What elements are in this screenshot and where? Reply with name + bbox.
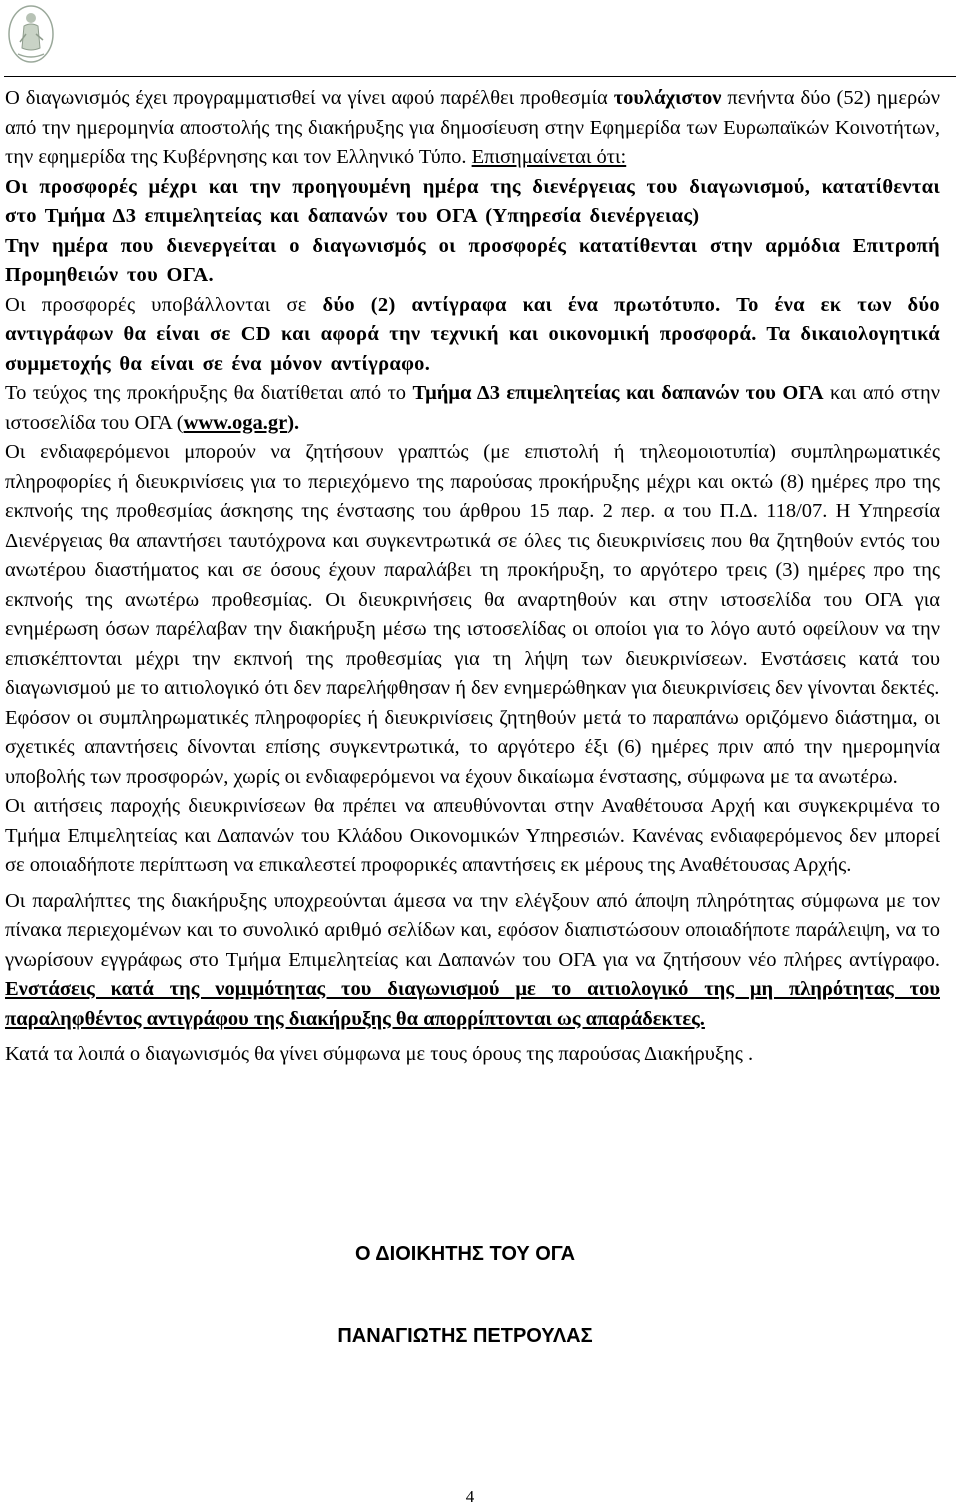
paragraph-schedule: Ο διαγωνισμός έχει προγραμματισθεί να γίνει αφού παρέλθει προθεσμία τουλάχιστον πενήντα δύο (52) ημερών από την ημερομηνία αποστολής της διακήρυξης για δημοσίευση στην Εφημερίδα των Ευρωπαϊκών Κοινοτήτων, την εφημερίδα της Κυβέρνησης και τον Ελληνικό Τύπο. Επισημαίνεται ότι:: [5, 87, 940, 168]
paragraph-clarifications: Οι ενδιαφερόμενοι μπορούν να ζητήσουν γραπτώς (με επιστολή ή τηλεομοιοτυπία) συμπληρωματικές πληροφορίες ή διευκρινίσεις για το περιεχόμενο της παρούσας προκήρυξης μέχρι και οκτώ (8) ημέρες προ της εκπνοής της προθεσμίας άσκησης της ένστασης του άρθρου 15 παρ. 2 περ. α του Π.Δ. 118/07. Η Υπηρεσία Διενέργειας θα απαντήσει ταυτόχρονα και συγκεντρωτικά σε όλες τις διευκρινίσεις που θα ζητηθούν εντός του ανωτέρου διαστήματος και σε όσους έχουν παραλάβει τη προκήρυξη, το αργότερο τρεις (3) ημέρες προ της εκπνοής της ανωτέρω προθεσμίας. Οι διευκρινήσεις θα αναρτηθούν και στην ιστοσελίδα του ΟΓΑ για ενημέρωση όσων παρέλαβαν την διακήρυξη μέσω της ιστοσελίδας οι οποίοι για το λόγο αυτό οφείλουν να την επισκέπτονται μέχρι την εκπνοή της προθεσμίας για τη λήψη των διευκρινίσεων. Ενστάσεις κατά του διαγωνισμού με το αιτιολογικό ότι δεν παρελήφθησαν ή δεν ενημερώθηκαν για διευκρινίσεις δεν γίνονται δεκτές.: [5, 441, 940, 699]
paragraph-submission-before: Οι προσφορές μέχρι και την προηγουμένη ημέρα της διενέργειας του διαγωνισμού, κατατίθενται στο Τμήμα Δ3 επιμελητείας και δαπανών του ΟΓΑ (Υπηρεσία διενέργειας): [5, 175, 940, 227]
signatory-name: ΠΑΝΑΓΙΩΤΗΣ ΠΕΤΡΟΥΛΑΣ: [337, 1325, 593, 1347]
paragraph-requests: Οι αιτήσεις παροχής διευκρινίσεων θα πρέπει να απευθύνονται στην Αναθέτουσα Αρχή και συγκεκριμένα το Τμήμα Επιμελητείας και Δαπανών του Κλάδου Οικονομικών Υπηρεσιών. Κανένας ενδιαφερόμενος δεν μπορεί σε οποιαδήποτε περίπτωση να επικαλεστεί προφορικές απαντήσεις εκ μέρους της Αναθέτουσας Αρχής.: [5, 795, 940, 876]
oga-emblem-icon: [6, 4, 56, 66]
paragraph-copies: Οι προσφορές υποβάλλονται σε δύο (2) αντίγραφα και ένα πρωτότυπο. Το ένα εκ των δύο αντιγράφων θα είναι σε CD και αφορά την τεχνική και οικονομική προσφορά. Τα δικαιολογητικά συμμετοχής θα είναι σε ένα μόνον αντίγραφο.: [5, 293, 940, 375]
oga-website-link[interactable]: www.oga.gr: [183, 411, 288, 434]
header-rule: [4, 76, 956, 77]
paragraph-completeness: Οι παραλήπτες της διακήρυξης υποχρεούνται άμεσα να την ελέγξουν από άποψη πληρότητας σύμφωνα με τον πίνακα περιεχομένων και το συνολικό αριθμό σελίδων και, εφόσον διαπιστώσουν οποιαδήποτε παράλειψη, να το γνωρίσουν εγγράφως στο Τμήμα Επιμελητείας και Δαπανών του ΟΓΑ για να ζητήσουν νέο πλήρες αντίγραφο. Ενστάσεις κατά της νομιμότητας του διαγωνισμού με το αιτιολογικό της μη πληρότητας του παραληφθέντος αντιγράφου της διακήρυξης θα απορρίπτονται ως απαράδεκτες.: [5, 889, 940, 1030]
note-heading: Επισημαίνεται ότι:: [471, 146, 627, 168]
document-body: [5, 84, 940, 1070]
paragraph-late-clarifications: Εφόσον οι συμπληρωματικές πληροφορίες ή διευκρινίσεις ζητηθούν μετά το παραπάνω οριζόμενο διάστημα, οι σχετικές απαντήσεις δίνονται επίσης συγκεντρωτικά, το αργότερο έξι (6) ημέρες πριν από την ημερομηνία υποβολής των προσφορών, χωρίς οι ενδιαφερόμενοι να έχουν δικαίωμα ένστασης, σύμφωνα με τα ανωτέρω.: [5, 706, 940, 788]
page-number: 4: [465, 1487, 475, 1506]
paragraph-availability: Το τεύχος της προκήρυξης θα διατίθεται από το Τμήμα Δ3 επιμελητείας και δαπανών του ΟΓΑ και από στην ιστοσελίδα του ΟΓΑ (www.oga.gr).: [5, 382, 941, 434]
paragraph-closing: Κατά τα λοιπά ο διαγωνισμός θα γίνει σύμφωνα με τους όρους της παρούσας Διακήρυξης .: [5, 1043, 754, 1065]
paragraph-submission-day: Την ημέρα που διενεργείται ο διαγωνισμός οι προσφορές κατατίθενται στην αρμόδια Επιτροπή Προμηθειών του ΟΓΑ.: [5, 234, 940, 286]
signatory-title: Ο ΔΙΟΙΚΗΤΗΣ ΤΟΥ ΟΓΑ: [354, 1243, 576, 1265]
